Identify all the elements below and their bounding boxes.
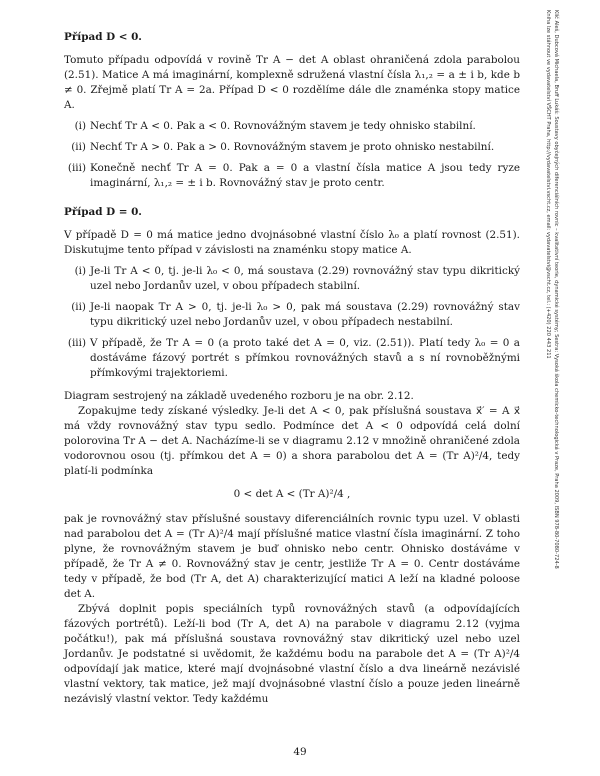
list-d-negative xyxy=(64,119,520,191)
list-item-text: Je-li naopak Tr A > 0, tj. je-li λ₀ > 0, pak má soustava (2.29) rovnovážný stav typu dikritický uzel nebo Jordanův uzel, v obou případech nestabilní. xyxy=(90,301,520,328)
page-body xyxy=(64,30,520,707)
list-d-zero xyxy=(64,264,520,381)
list-item-number: (ii) xyxy=(71,301,86,313)
paragraph-summary-3: Zbývá doplnit popis speciálních typů rovnovážných stavů (a odpovídajících fázových portrétů). Leží-li bod (Tr A, det A) na parabole v diagramu 2.12 (vyjma počátku!), pak má příslušná soustava rovnovážný stav dikritický uzel nebo uzel Jordanův. Je podstatné si uvědomit, že každému bodu na parabole det A = (Tr A)²/4 odpovídají jak matice, které mají dvojnásobné vlastní číslo a dva lineárně nezávislé vlastní vektory, tak matice, jež mají dvojnásobné vlastní číslo a pouze jeden lineárně nezávislý vlastní vektor. Tedy každému xyxy=(64,603,520,705)
paragraph-d-zero-intro: V případě D = 0 má matice jedno dvojnásobné vlastní číslo λ₀ a platí rovnost (2.51). Diskutujme tento případ v závislosti na znaménku stopy matice A. xyxy=(64,229,520,256)
list-item xyxy=(64,300,520,330)
side-margin-line-1: Klíč Aleš, Dubcová Michaela, Bruff Lukáš: Soustavy obyčejných diferenciálních rovnic – kvalitativní teorie, dynamické systémy; Sestra: Vysoká škola chemicko-technologická v Praze, Praha 2009, ISBN 978-80-7080-724-8 xyxy=(553,10,559,569)
section-heading-d-negative: Případ D < 0. xyxy=(64,31,142,43)
list-item-text: Je-li Tr A < 0, tj. je-li λ₀ < 0, má soustava (2.29) rovnovážný stav typu dikritický uzel nebo Jordanův uzel, v obou případech stabilní. xyxy=(90,265,520,292)
list-item xyxy=(64,119,520,134)
list-item-text: Nechť Tr A < 0. Pak a < 0. Rovnovážným stavem je tedy ohnisko stabilní. xyxy=(90,120,476,132)
list-item xyxy=(64,336,520,381)
list-item-text: Konečně nechť Tr A = 0. Pak a = 0 a vlastní čísla matice A jsou tedy ryze imaginární, λ₁,₂ = ± i b. Rovnovážný stav je proto centr. xyxy=(90,162,520,189)
list-item-text: V případě, že Tr A = 0 (a proto také det A = 0, viz. (2.51)). Platí tedy λ₀ = 0 a dostáváme fázový portrét s přímkou rovnovážných stavů a s ní rovnoběžnými přímkovými trajektoriemi. xyxy=(90,337,520,379)
side-margin-line-2: Kniha lze stáhnout ve vydavatelství VŠCHT Praha, http://vydavatelstvi.vscht.cz, email: vydavatelstvi@vscht.cz, tel.: (+420) 220 443 211 xyxy=(545,10,551,359)
paragraph-d-negative-intro: Tomuto případu odpovídá v rovině Tr A − det A oblast ohraničená zdola parabolou (2.51). Matice A má imaginární, komplexně sdružená vlastní čísla λ₁,₂ = a ± i b, kde b ≠ 0. Zřejmě platí Tr A = 2a. Případ D < 0 rozdělíme dále dle znaménka stopy matice A. xyxy=(64,54,520,111)
list-item xyxy=(64,161,520,191)
paragraph-diagram-note: Diagram sestrojený na základě uvedeného rozboru je na obr. 2.12. xyxy=(64,390,414,402)
list-item-number: (ii) xyxy=(71,141,86,153)
paragraph-summary-1: Zopakujme tedy získané výsledky. Je-li det A < 0, pak příslušná soustava x⃗′ = A x⃗ má vždy rovnovážný stav typu sedlo. Podmínce det A < 0 odpovídá celá dolní polorovina Tr A − det A. Nacházíme-li se v diagramu 2.12 v množině ohraničené zdola vodorovnou osou (tj. přímkou det A = 0) a shora parabolou det A = (Tr A)²/4, tedy platí-li podmínka xyxy=(64,405,520,477)
side-margin-note xyxy=(540,10,560,710)
list-item-number: (iii) xyxy=(67,337,86,349)
list-item-text: Nechť Tr A > 0. Pak a > 0. Rovnovážným stavem je proto ohnisko nestabilní. xyxy=(90,141,495,153)
page-number: 49 xyxy=(293,746,307,758)
side-margin-text xyxy=(544,10,560,710)
list-item-number: (i) xyxy=(74,265,86,277)
list-item-number: (i) xyxy=(74,120,86,132)
display-formula: 0 < det A < (Tr A)²/4 , xyxy=(233,488,351,500)
list-item xyxy=(64,264,520,294)
section-heading-d-zero: Případ D = 0. xyxy=(64,206,142,218)
list-item xyxy=(64,140,520,155)
paragraph-summary-2: pak je rovnovážný stav příslušné soustavy diferenciálních rovnic typu uzel. V oblasti nad parabolou det A = (Tr A)²/4 mají příslušné matice vlastní čísla imaginární. Z toho plyne, že rovnovážným stavem je buď ohnisko nebo centr. Ohnisko dostáváme v případě, že Tr A ≠ 0. Rovnovážný stav je centr, jestliže Tr A = 0. Centr dostáváme tedy v případě, že bod (Tr A, det A) charakterizující matici A leží na kladné poloose det A. xyxy=(64,513,520,600)
list-item-number: (iii) xyxy=(67,162,86,174)
